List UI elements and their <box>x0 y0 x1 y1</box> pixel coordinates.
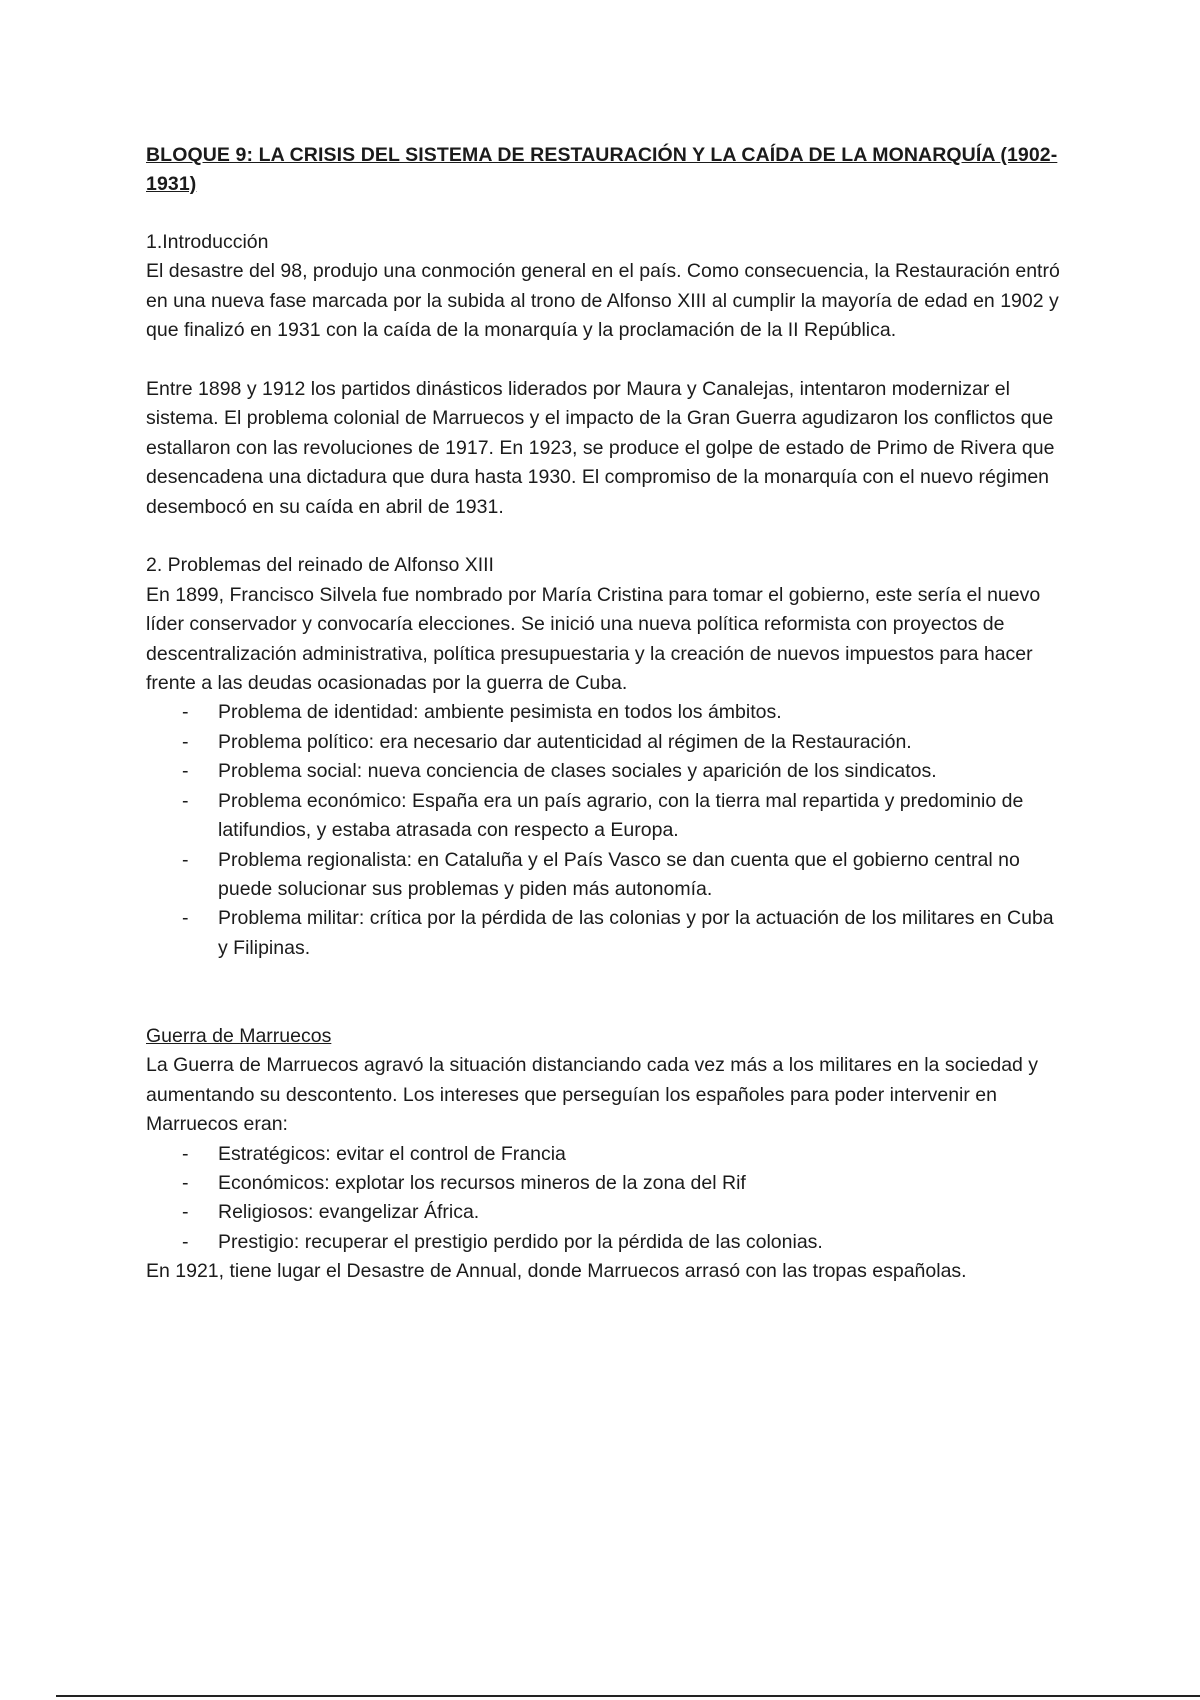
list-item-text: Problema político: era necesario dar autenticidad al régimen de la Restauración. <box>218 730 912 753</box>
list-item <box>146 787 1066 846</box>
paragraph: En 1921, tiene lugar el Desastre de Annual, donde Marruecos arrasó con las tropas españolas. <box>146 1260 967 1283</box>
dash-bullet: - <box>182 1142 189 1165</box>
paragraph: El desastre del 98, produjo una conmoción general en el país. Como consecuencia, la Restauración entró en una nueva fase marcada por la subida al trono de Alfonso XIII al cumplir la mayoría de edad en 1902 y que finalizó en 1931 con la caída de la monarquía y la proclamación de la II República. <box>146 260 1060 342</box>
list-item-text: Problema militar: crítica por la pérdida de las colonias y por la actuación de los militares en Cuba y Filipinas. <box>218 907 1054 959</box>
paragraph: La Guerra de Marruecos agravó la situación distanciando cada vez más a los militares en la sociedad y aumentando su descontento. Los intereses que perseguían los españoles para poder intervenir en Marruecos eran: <box>146 1054 1039 1136</box>
list-item <box>146 757 1066 786</box>
section-heading-introduccion: 1.Introducción <box>146 231 269 253</box>
section-heading-problemas: 2. Problemas del reinado de Alfonso XIII <box>146 554 494 577</box>
dash-bullet: - <box>182 1171 189 1194</box>
document-page <box>146 141 1066 1287</box>
dash-bullet: - <box>182 1230 189 1253</box>
list-item-text: Problema regionalista: en Cataluña y el País Vasco se dan cuenta que el gobierno central no puede solucionar sus problemas y piden más autonomía. <box>218 848 1020 900</box>
list-item-text: Problema económico: España era un país agrario, con la tierra mal repartida y predominio de latifundios, y estaba atrasada con respecto a Europa. <box>218 789 1024 842</box>
list-item-text: Problema de identidad: ambiente pesimista en todos los ámbitos. <box>218 701 782 724</box>
section-problemas <box>146 551 1066 963</box>
document-title: BLOQUE 9: LA CRISIS DEL SISTEMA DE RESTAURACIÓN Y LA CAÍDA DE LA MONARQUÍA (1902-1931) <box>146 144 1058 195</box>
marruecos-list <box>146 1140 1066 1258</box>
dash-bullet: - <box>182 760 189 783</box>
paragraph: Entre 1898 y 1912 los partidos dinásticos liderados por Maura y Canalejas, intentaron modernizar el sistema. El problema colonial de Marruecos y el impacto de la Gran Guerra agudizaron los conflictos que estallaron con las revoluciones de 1917. En 1923, se produce el golpe de estado de Primo de Rivera que desencadena una dictadura que dura hasta 1930. El compromiso de la monarquía con el nuevo régimen desembocó en su caída en abril de 1931. <box>146 378 1055 518</box>
list-item-text: Estratégicos: evitar el control de Francia <box>218 1142 566 1165</box>
footer-divider <box>56 1695 1200 1697</box>
list-item-text: Problema social: nueva conciencia de clases sociales y aparición de los sindicatos. <box>218 760 937 783</box>
list-item <box>146 1140 1066 1169</box>
list-item-text: Religiosos: evangelizar África. <box>218 1201 480 1224</box>
list-item <box>146 728 1066 757</box>
dash-bullet: - <box>182 907 189 930</box>
section-introduccion <box>146 228 1066 522</box>
section-heading-marruecos: Guerra de Marruecos <box>146 1024 332 1047</box>
list-item-text: Económicos: explotar los recursos mineros de la zona del Rif <box>218 1171 746 1194</box>
dash-bullet: - <box>182 848 189 871</box>
dash-bullet: - <box>182 789 189 812</box>
problemas-list <box>146 698 1066 963</box>
list-item <box>146 1198 1066 1227</box>
list-item <box>146 698 1066 727</box>
section-marruecos <box>146 1022 1066 1287</box>
list-item <box>146 904 1066 963</box>
list-item <box>146 846 1066 905</box>
list-item <box>146 1228 1066 1257</box>
list-item <box>146 1169 1066 1198</box>
paragraph: En 1899, Francisco Silvela fue nombrado por María Cristina para tomar el gobierno, este sería el nuevo líder conservador y convocaría elecciones. Se inició una nueva política reformista con proyectos de descentralización administrativa, política presupuestaria y la creación de nuevos impuestos para hacer frente a las deudas ocasionadas por la guerra de Cuba. <box>146 583 1041 695</box>
dash-bullet: - <box>182 730 189 753</box>
dash-bullet: - <box>182 1201 189 1224</box>
dash-bullet: - <box>182 701 189 724</box>
list-item-text: Prestigio: recuperar el prestigio perdido por la pérdida de las colonias. <box>218 1230 823 1253</box>
